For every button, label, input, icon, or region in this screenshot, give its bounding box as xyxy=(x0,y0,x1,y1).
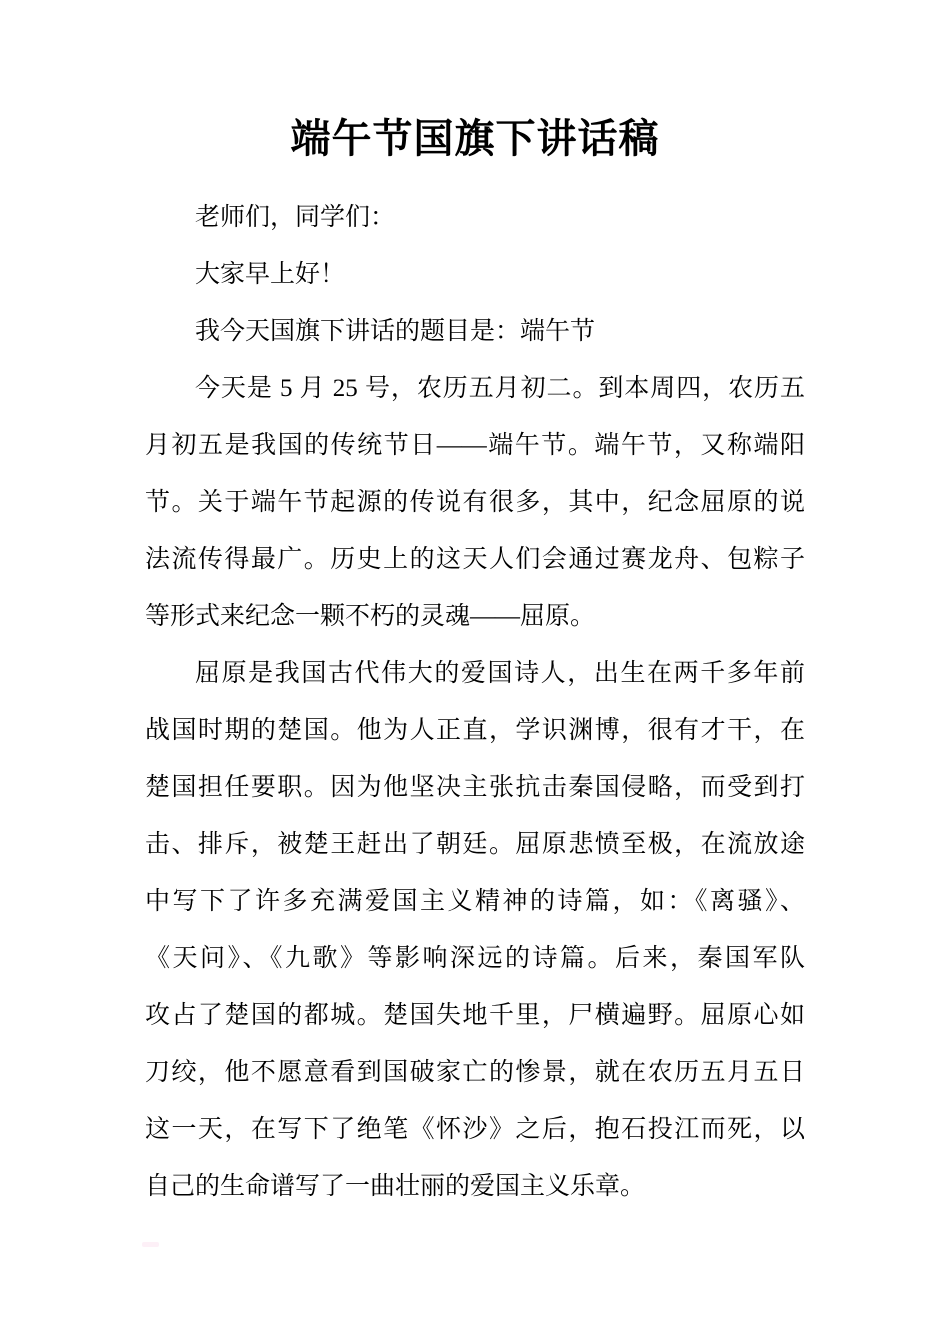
document-title: 端午节国旗下讲话稿 xyxy=(290,116,660,161)
document-body xyxy=(145,189,805,1215)
text-line: 击、排斥，被楚王赶出了朝廷。屈原悲愤至极，在流放途 xyxy=(145,831,805,858)
text-line: 攻占了楚国的都城。楚国失地千里，尸横遍野。屈原心如 xyxy=(145,1002,805,1029)
text-line: 自己的生命谱写了一曲壮丽的爱国主义乐章。 xyxy=(145,1173,646,1200)
text-line: 我今天国旗下讲话的题目是：端午节 xyxy=(195,318,596,345)
text-line: 这一天，在写下了绝笔《怀沙》之后，抱石投江而死，以 xyxy=(145,1116,805,1143)
text-line: 等形式来纪念一颗不朽的灵魂——屈原。 xyxy=(145,603,596,630)
text-line: 月初五是我国的传统节日——端午节。端午节，又称端阳 xyxy=(145,432,805,459)
text-line: 今天是 5 月 25 号，农历五月初二。到本周四，农历五 xyxy=(195,375,805,402)
pink-smudge-artifact xyxy=(142,1242,159,1247)
text-line: 中写下了许多充满爱国主义精神的诗篇，如：《离骚》、 xyxy=(145,888,805,915)
text-line: 节。关于端午节起源的传说有很多，其中，纪念屈原的说 xyxy=(145,489,805,516)
text-line: 《天问》、《九歌》等影响深远的诗篇。后来，秦国军队 xyxy=(145,945,805,972)
text-line: 大家早上好！ xyxy=(195,261,346,288)
text-line: 战国时期的楚国。他为人正直，学识渊博，很有才干，在 xyxy=(145,717,805,744)
text-line: 刀绞，他不愿意看到国破家亡的惨景，就在农历五月五日 xyxy=(145,1059,805,1086)
text-line: 老师们，同学们： xyxy=(195,204,396,231)
text-line: 法流传得最广。历史上的这天人们会通过赛龙舟、包粽子 xyxy=(145,546,805,573)
text-line: 屈原是我国古代伟大的爱国诗人，出生在两千多年前 xyxy=(195,660,805,687)
text-line: 楚国担任要职。因为他坚决主张抗击秦国侵略，而受到打 xyxy=(145,774,805,801)
